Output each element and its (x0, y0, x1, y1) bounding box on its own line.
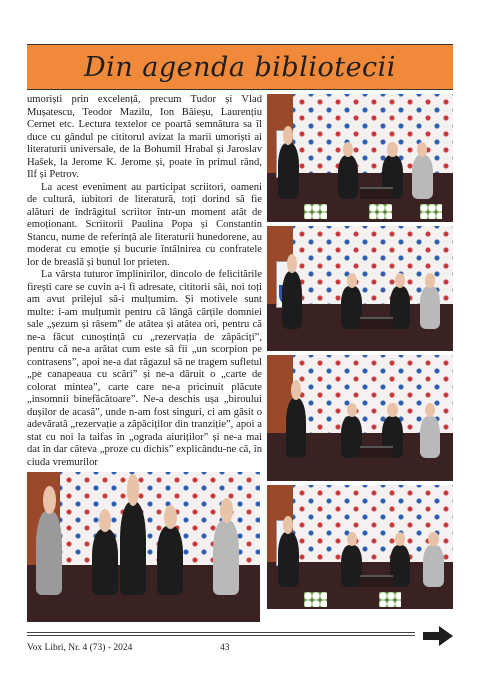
event-photo-4 (27, 472, 260, 622)
flowers (420, 204, 442, 219)
person (412, 155, 432, 199)
person (36, 511, 62, 595)
arrow-right-icon[interactable] (423, 626, 453, 646)
section-title: Din agenda bibliotecii (84, 51, 396, 83)
coffee-table (360, 575, 393, 587)
person (341, 416, 361, 459)
flowers (304, 204, 326, 219)
flowers (379, 592, 401, 607)
flowers (304, 592, 326, 607)
event-photo-3 (267, 355, 453, 481)
person (282, 271, 302, 329)
event-photo-5 (267, 485, 453, 609)
event-photo-2 (267, 226, 453, 351)
person (278, 143, 298, 199)
person (423, 545, 443, 587)
person (420, 286, 440, 329)
coffee-table (360, 317, 393, 329)
person (213, 520, 239, 595)
page-number: 43 (220, 643, 230, 653)
coffee-table (360, 446, 393, 458)
person (338, 155, 358, 199)
person (286, 398, 306, 458)
paragraph-3: La vârsta tuturor împlinirilor, dincolo de felicitările firești care se cuvin a-i fi adresate, cititorii săi, noi toți am avut prilejul să-i mulțumim. Și motivele sunt multe: i-am mulțumit pentru că lângă cărțile domniei sale „șezum și râsem” de atâtea și atâtea ori, pentru că ne-a făcut cunoștință cu „rezervația de zăpăciți”, pentru că ne-a arătat cum este să fii „un scorpion pe contrasens”, apoi ne-a dat răgazul să ne tragem sufletul „pe canapeaua cu scări” și ne-a dăruit o „carte de colorat mintea”, carte care ne-a pricinuit plăcute „insomnii binefăcătoare”. Ne-a deschis ușa „biroului dușilor de acasă”, unde n-am fost singuri, ci am găsit o adevărată „rezervație a zăpăciților din tranziție”, apoi a stat cu noi la taifas în „ograda aiuriților” și ne-a mai dat în dar câteva „proze cu dichis” explicându-ne că, în ciuda vremurilor (27, 269, 262, 468)
article-column (27, 94, 262, 469)
footer-divider (27, 632, 415, 633)
section-header (27, 44, 453, 90)
event-photo-1 (267, 94, 453, 222)
person (341, 545, 361, 587)
person (157, 526, 183, 595)
publication-info: Vox Libri, Nr. 4 (73) - 2024 (27, 643, 133, 653)
footer-divider (27, 635, 415, 636)
person (341, 286, 361, 329)
coffee-table (360, 187, 393, 199)
person (278, 532, 298, 587)
person (92, 529, 118, 595)
person (120, 502, 146, 595)
paragraph-2: La acest eveniment au participat scriitori, oameni de cultură, iubitori de literatură, toți dorind să fie alături de îndrăgitul scriitor într-un moment atât de emoționant. Scriitorii Paulina Popa și Constantin Stancu, nume de referință ale literaturii hunedorene, au moderat cu emoție și bucurie întâlnirea cu confratele lor de breaslă și bunul lor prieten. (27, 181, 262, 268)
flowers (369, 204, 391, 219)
person (420, 416, 440, 459)
paragraph-1: umoriști prin excelență, precum Tudor și Vlad Mușatescu, Teodor Mazilu, Ion Băieșu, Laurențiu Cernet etc. Lectura textelor ce poartă semnătura sa îl duce cu gândul pe cititorul avizat la marii umoriști ai literaturii universale, de la Bohumil Hrabal și Jaroslav Hašek, la Jerome K. Jerome și, poate în primul rând, Ilf și Petrov. (27, 94, 262, 180)
